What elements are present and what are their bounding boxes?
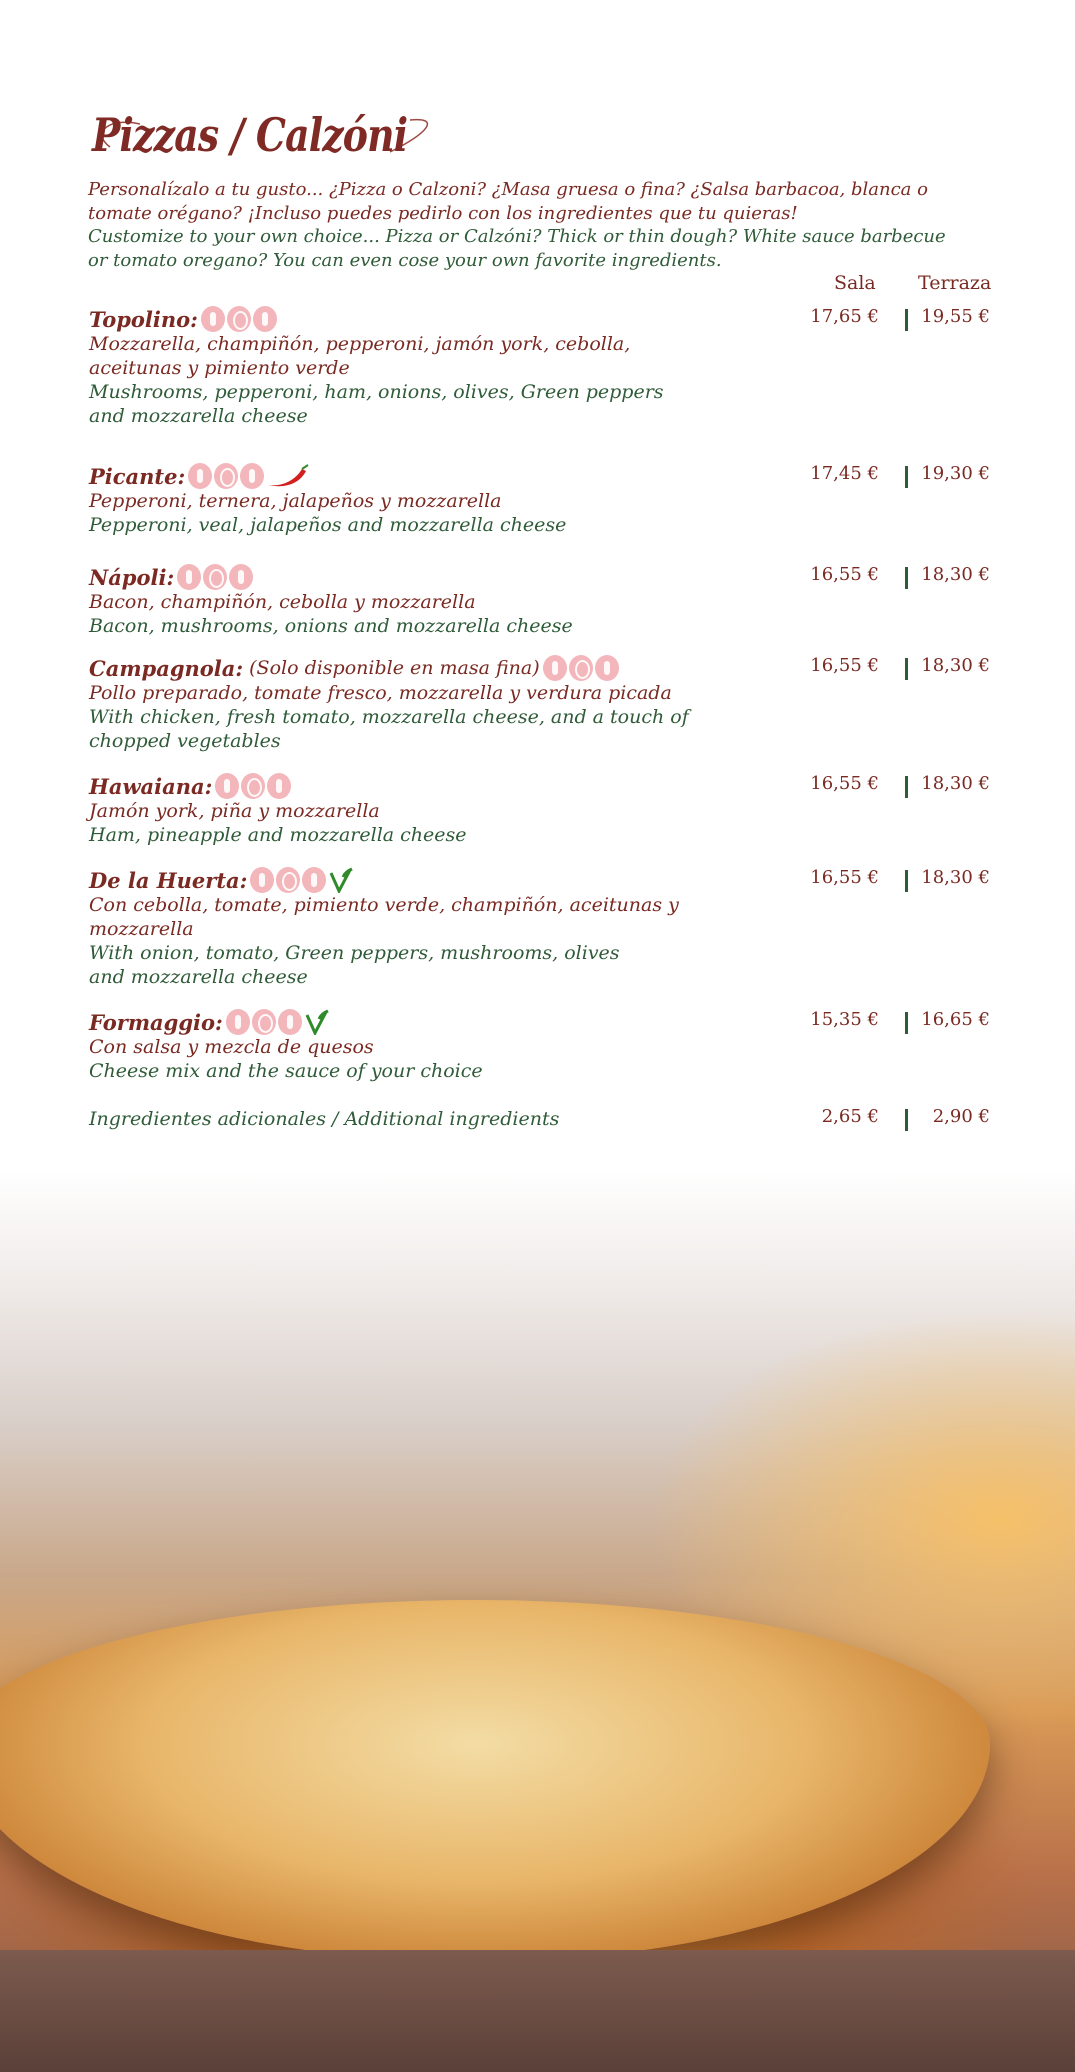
item-desc-es: Pepperoni, ternera, jalapeños y mozzarella	[89, 490, 502, 512]
egg-icon	[241, 773, 265, 799]
item-desc-es: Jamón york, piña y mozzarella	[89, 800, 380, 822]
price-terraza: 2,90 €	[932, 1106, 990, 1127]
item-name: Picante:	[89, 463, 186, 489]
price-terraza: 18,30 €	[921, 564, 990, 585]
egg-icon	[214, 463, 238, 489]
item-desc-es: Mozzarella, champiñón, pepperoni, jamón york, cebolla, aceitunas y pimiento verde	[89, 333, 631, 379]
item-desc-es: Con salsa y mezcla de quesos	[89, 1036, 374, 1058]
milk-icon	[240, 463, 264, 489]
menu-item-topolino	[89, 306, 1075, 428]
price-sala: 15,35 €	[810, 1009, 879, 1030]
price-terraza: 19,55 €	[921, 306, 990, 327]
gluten-icon	[226, 1009, 250, 1035]
price-terraza: 18,30 €	[921, 867, 990, 888]
item-desc-es: Con cebolla, tomate, pimiento verde, champiñón, aceitunas y mozzarella	[89, 894, 679, 940]
item-note: (Solo disponible en masa fina)	[249, 657, 540, 679]
gluten-icon	[201, 306, 225, 332]
additional-label: Ingredientes adicionales / Additional ingredients	[89, 1108, 560, 1130]
item-name: De la Huerta:	[89, 867, 248, 893]
item-desc-es: Pollo preparado, tomate fresco, mozzarella y verdura picada	[89, 682, 672, 704]
milk-icon	[278, 1009, 302, 1035]
price-sala: 2,65 €	[821, 1106, 879, 1127]
price-terraza: 18,30 €	[921, 773, 990, 794]
milk-icon	[253, 306, 277, 332]
menu-item-formaggio	[89, 1009, 1075, 1083]
column-header-terraza: Terraza	[918, 272, 992, 294]
price-sala: 16,55 €	[810, 564, 879, 585]
price-terraza: 19,30 €	[921, 463, 990, 484]
gluten-icon	[543, 655, 567, 681]
intro-text	[88, 178, 948, 272]
gluten-icon	[177, 564, 201, 590]
price-sala: 17,65 €	[810, 306, 879, 327]
item-name: Nápoli:	[89, 564, 175, 590]
price-sala: 16,55 €	[810, 655, 879, 676]
item-desc-en: With onion, tomato, Green peppers, mushrooms, olives and mozzarella cheese	[89, 942, 620, 988]
column-header-sala: Sala	[834, 272, 876, 294]
vegetarian-leaf-icon	[328, 867, 354, 893]
page-title: Pizzas / Calzóni	[92, 108, 408, 162]
intro-en: Customize to your own choice... Pizza or Calzóni? Thick or thin dough? White sauce barbecue or tomato oregano? You can even cose your own favorite ingredients.	[88, 226, 946, 271]
stone-surface	[0, 1950, 1075, 2072]
price-sala: 16,55 €	[810, 773, 879, 794]
menu-item-hawaiana	[89, 773, 1075, 847]
item-desc-en: Ham, pineapple and mozzarella cheese	[89, 824, 467, 846]
price-terraza: 16,65 €	[921, 1009, 990, 1030]
vegetarian-leaf-icon	[304, 1009, 330, 1035]
intro-es: Personalízalo a tu gusto... ¿Pizza o Calzoni? ¿Masa gruesa o fina? ¿Salsa barbacoa, blanca o tomate orégano? ¡Incluso puedes pedirlo con los ingredientes que tu quieras!	[88, 179, 928, 224]
price-terraza: 18,30 €	[921, 655, 990, 676]
egg-icon	[276, 867, 300, 893]
gluten-icon	[250, 867, 274, 893]
milk-icon	[595, 655, 619, 681]
item-desc-es: Bacon, champiñón, cebolla y mozzarella	[89, 591, 476, 613]
menu-item-campagnola	[89, 655, 1075, 753]
egg-icon	[252, 1009, 276, 1035]
additional-ingredients	[89, 1106, 1075, 1132]
menu-item-de-la-huerta	[89, 867, 1075, 989]
milk-icon	[229, 564, 253, 590]
chili-pepper-icon	[266, 463, 310, 489]
item-desc-en: With chicken, fresh tomato, mozzarella cheese, and a touch of chopped vegetables	[89, 706, 689, 752]
item-desc-en: Cheese mix and the sauce of your choice	[89, 1060, 483, 1082]
milk-icon	[267, 773, 291, 799]
gluten-icon	[215, 773, 239, 799]
menu-item-napoli	[89, 564, 1075, 638]
egg-icon	[569, 655, 593, 681]
egg-icon	[203, 564, 227, 590]
price-sala: 16,55 €	[810, 867, 879, 888]
item-name: Topolino:	[89, 306, 198, 332]
price-sala: 17,45 €	[810, 463, 879, 484]
item-desc-en: Bacon, mushrooms, onions and mozzarella cheese	[89, 615, 573, 637]
item-name: Formaggio:	[89, 1009, 223, 1035]
item-name: Hawaiana:	[89, 773, 213, 799]
egg-icon	[227, 306, 251, 332]
gluten-icon	[188, 463, 212, 489]
menu-item-picante	[89, 463, 1075, 537]
item-desc-en: Pepperoni, veal, jalapeños and mozzarella cheese	[89, 514, 567, 536]
milk-icon	[302, 867, 326, 893]
item-desc-en: Mushrooms, pepperoni, ham, onions, olives, Green peppers and mozzarella cheese	[89, 381, 664, 427]
item-name: Campagnola:	[89, 655, 244, 681]
